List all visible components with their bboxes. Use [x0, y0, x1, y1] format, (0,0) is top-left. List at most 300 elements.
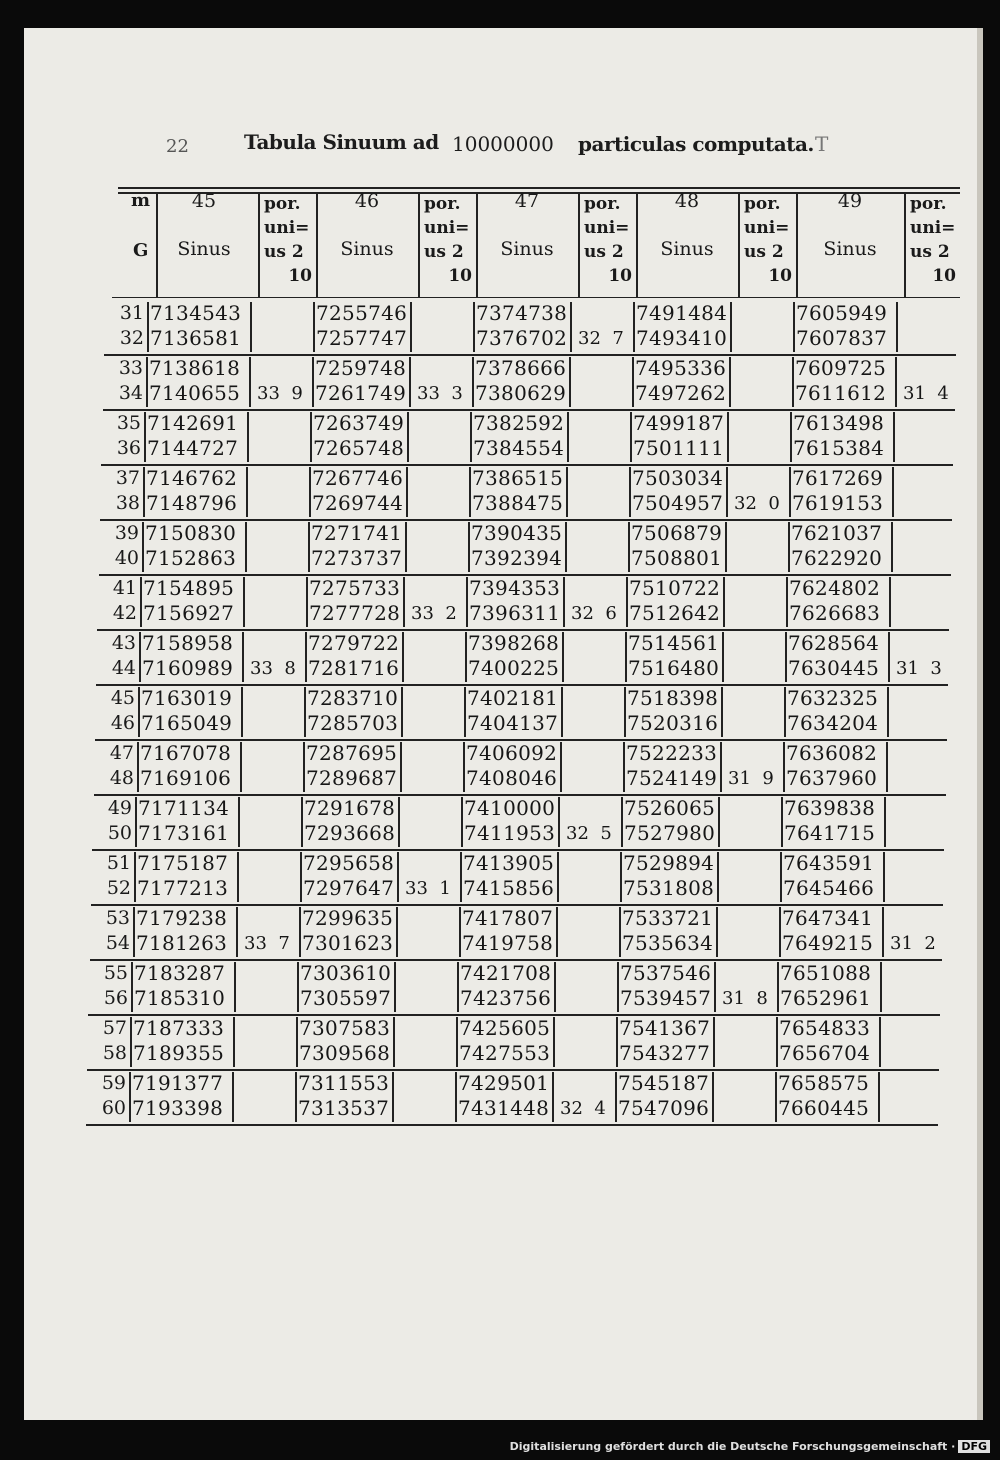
- value-bracket: [565, 522, 567, 572]
- sine-value: 7615384: [793, 436, 885, 460]
- value-bracket: [232, 1072, 234, 1122]
- sine-value: 7376702: [476, 326, 568, 350]
- difference-value: 33 1: [405, 878, 451, 899]
- col-header-sinus: Sinus: [340, 238, 394, 260]
- value-bracket: [403, 577, 405, 627]
- sine-value: 7277728: [309, 601, 401, 625]
- col-header-por-line: us 2: [584, 242, 624, 262]
- value-bracket: [721, 687, 723, 737]
- value-bracket: [130, 1017, 132, 1067]
- value-bracket: [896, 302, 898, 352]
- minute-label: 50: [107, 822, 132, 844]
- sine-value: 7181263: [136, 931, 228, 955]
- sine-value: 7658575: [778, 1071, 870, 1095]
- sine-value: 7193398: [132, 1096, 224, 1120]
- sine-value: 7520316: [627, 711, 719, 735]
- difference-value: 33 2: [411, 603, 457, 624]
- dfg-logo: DFG: [958, 1440, 990, 1453]
- value-bracket: [788, 522, 790, 572]
- col-header-por-line: por.: [584, 194, 621, 214]
- sine-value: 7639838: [784, 796, 876, 820]
- col-header-por-line: por.: [744, 194, 781, 214]
- value-bracket: [785, 632, 787, 682]
- col-header-g: G: [133, 240, 149, 261]
- minute-label: 52: [106, 877, 131, 899]
- value-bracket: [402, 632, 404, 682]
- value-bracket: [729, 357, 731, 407]
- sine-value: 7408046: [466, 766, 558, 790]
- sine-value: 7148796: [146, 491, 238, 515]
- value-bracket: [775, 1072, 777, 1122]
- sine-value: 7508801: [631, 546, 723, 570]
- value-bracket: [243, 577, 245, 627]
- sine-value: 7427553: [459, 1041, 551, 1065]
- sine-value: 7259748: [315, 356, 407, 380]
- value-bracket: [717, 852, 719, 902]
- sine-value: 7271741: [311, 521, 403, 545]
- value-bracket: [468, 522, 470, 572]
- sine-value: 7311553: [298, 1071, 390, 1095]
- value-bracket: [615, 1072, 617, 1122]
- sine-value: 7382592: [473, 411, 565, 435]
- sine-value: 7299635: [302, 906, 394, 930]
- value-bracket: [891, 522, 893, 572]
- minute-label: 53: [105, 907, 130, 929]
- sine-value: 7138618: [149, 356, 241, 380]
- sine-value: 7160989: [142, 656, 234, 680]
- value-bracket: [139, 632, 141, 682]
- sine-value: 7303610: [300, 961, 392, 985]
- sine-value: 7144727: [147, 436, 239, 460]
- sine-value: 7541367: [619, 1016, 711, 1040]
- sine-value: 7257747: [316, 326, 408, 350]
- value-bracket: [144, 412, 146, 462]
- sine-value: 7154895: [143, 576, 235, 600]
- sine-value: 7506879: [631, 521, 723, 545]
- value-bracket: [893, 412, 895, 462]
- minute-label: 44: [111, 657, 136, 679]
- sine-value: 7281716: [308, 656, 400, 680]
- sine-value: 7429501: [458, 1071, 550, 1095]
- col-header-por-line: uni=: [744, 218, 790, 238]
- value-bracket: [236, 907, 238, 957]
- value-bracket: [234, 962, 236, 1012]
- minute-label: 59: [101, 1072, 126, 1094]
- sine-value: 7637960: [786, 766, 878, 790]
- value-bracket: [146, 357, 148, 407]
- sine-value: 7146762: [146, 466, 238, 490]
- sine-value: 7624802: [789, 576, 881, 600]
- difference-value: 31 2: [890, 933, 936, 954]
- value-bracket: [401, 687, 403, 737]
- minute-label: 46: [110, 712, 135, 734]
- difference-value: 31 3: [896, 658, 942, 679]
- sine-value: 7396311: [469, 601, 561, 625]
- sine-value: 7413905: [463, 851, 555, 875]
- col-header-por: [424, 192, 476, 288]
- col-header-por-line: uni=: [584, 218, 630, 238]
- value-bracket: [730, 302, 732, 352]
- value-bracket: [725, 522, 727, 572]
- sine-value: 7411953: [464, 821, 556, 845]
- value-bracket: [312, 357, 314, 407]
- col-header-por: [264, 192, 316, 288]
- sine-value: 7533721: [622, 906, 714, 930]
- value-bracket: [469, 467, 471, 517]
- sine-value: 7406092: [466, 741, 558, 765]
- value-bracket: [628, 522, 630, 572]
- value-bracket: [245, 522, 247, 572]
- sine-value: 7313537: [298, 1096, 390, 1120]
- sine-value: 7136581: [150, 326, 242, 350]
- sine-value: 7636082: [786, 741, 878, 765]
- value-bracket: [722, 632, 724, 682]
- difference-value: 33 9: [257, 383, 303, 404]
- minute-label: 42: [112, 602, 137, 624]
- col-header-por-line: us 2: [744, 242, 784, 262]
- sine-value: 7626683: [789, 601, 881, 625]
- minute-label: 57: [102, 1017, 127, 1039]
- sine-value: 7267746: [312, 466, 404, 490]
- value-bracket: [304, 687, 306, 737]
- value-bracket: [563, 577, 565, 627]
- value-bracket: [313, 302, 315, 352]
- value-bracket: [880, 962, 882, 1012]
- sine-value: 7285703: [307, 711, 399, 735]
- col-header-por-line: uni=: [424, 218, 470, 238]
- sine-value: 7163019: [141, 686, 233, 710]
- sine-value: 7265748: [313, 436, 405, 460]
- value-bracket: [473, 302, 475, 352]
- minute-label: 33: [118, 357, 143, 379]
- value-bracket: [407, 412, 409, 462]
- col-header-por-line: us 2: [264, 242, 304, 262]
- minute-label: 49: [107, 797, 132, 819]
- value-bracket: [240, 742, 242, 792]
- difference-value: 31 8: [722, 988, 768, 1009]
- value-bracket: [553, 1017, 555, 1067]
- col-header-por-line: 10: [932, 266, 956, 286]
- minute-label: 48: [109, 767, 134, 789]
- value-bracket: [714, 962, 716, 1012]
- col-header-sinus: Sinus: [500, 238, 554, 260]
- col-header-degree: 45: [191, 190, 217, 212]
- value-bracket: [142, 522, 144, 572]
- sine-value: 7134543: [150, 301, 242, 325]
- difference-value: 33 3: [417, 383, 463, 404]
- page-edge: [977, 28, 983, 1420]
- digitization-footer: [510, 1440, 990, 1453]
- sine-value: 7628564: [788, 631, 880, 655]
- sine-value: 7643591: [783, 851, 875, 875]
- sine-value: 7167078: [140, 741, 232, 765]
- row-rule: [86, 1124, 938, 1126]
- minute-label: 41: [112, 577, 137, 599]
- difference-value: 32 0: [734, 493, 780, 514]
- value-bracket: [392, 1072, 394, 1122]
- running-head: [0, 130, 1000, 170]
- col-header-por-line: uni=: [910, 218, 956, 238]
- value-bracket: [249, 357, 251, 407]
- sine-value: 7283710: [307, 686, 399, 710]
- sine-value: 7645466: [783, 876, 875, 900]
- value-bracket: [308, 522, 310, 572]
- value-bracket: [405, 522, 407, 572]
- value-bracket: [793, 302, 795, 352]
- value-bracket: [567, 412, 569, 462]
- sine-value: 7621037: [791, 521, 883, 545]
- sine-value: 7378666: [475, 356, 567, 380]
- value-bracket: [459, 907, 461, 957]
- value-bracket: [713, 1017, 715, 1067]
- value-bracket: [566, 467, 568, 517]
- sine-value: 7516480: [628, 656, 720, 680]
- value-bracket: [630, 412, 632, 462]
- sine-value: 7660445: [778, 1096, 870, 1120]
- value-bracket: [632, 357, 634, 407]
- col-header-por-line: 10: [288, 266, 312, 286]
- sine-value: 7291678: [304, 796, 396, 820]
- sine-value: 7289687: [306, 766, 398, 790]
- sine-value: 7654833: [779, 1016, 871, 1040]
- sine-value: 7398268: [468, 631, 560, 655]
- value-bracket: [306, 577, 308, 627]
- value-bracket: [720, 742, 722, 792]
- header-separator: [904, 192, 906, 298]
- sine-value: 7529894: [623, 851, 715, 875]
- col-header-por-line: us 2: [910, 242, 950, 262]
- sine-value: 7545187: [618, 1071, 710, 1095]
- value-bracket: [625, 632, 627, 682]
- value-bracket: [394, 962, 396, 1012]
- value-bracket: [466, 577, 468, 627]
- sine-value: 7273737: [311, 546, 403, 570]
- value-bracket: [242, 632, 244, 682]
- minute-label: 40: [114, 547, 139, 569]
- value-bracket: [138, 687, 140, 737]
- sine-value: 7392394: [471, 546, 563, 570]
- value-bracket: [727, 412, 729, 462]
- col-header-por: [910, 192, 960, 288]
- value-bracket: [397, 852, 399, 902]
- difference-value: 32 4: [560, 1098, 606, 1119]
- value-bracket: [776, 1017, 778, 1067]
- value-bracket: [623, 742, 625, 792]
- value-bracket: [616, 1017, 618, 1067]
- difference-value: 32 5: [566, 823, 612, 844]
- sine-value: 7175187: [137, 851, 229, 875]
- sine-value: 7641715: [784, 821, 876, 845]
- sine-value: 7491484: [636, 301, 728, 325]
- sine-value: 7421708: [460, 961, 552, 985]
- value-bracket: [561, 687, 563, 737]
- minute-label: 36: [116, 437, 141, 459]
- value-bracket: [558, 797, 560, 847]
- value-bracket: [299, 907, 301, 957]
- value-bracket: [396, 907, 398, 957]
- table-top-rule: [118, 187, 960, 189]
- sine-value: 7652961: [780, 986, 872, 1010]
- value-bracket: [250, 302, 252, 352]
- value-bracket: [409, 357, 411, 407]
- sine-value: 7647341: [782, 906, 874, 930]
- sine-value: 7617269: [792, 466, 884, 490]
- value-bracket: [410, 302, 412, 352]
- value-bracket: [296, 1017, 298, 1067]
- value-bracket: [140, 577, 142, 627]
- value-bracket: [133, 907, 135, 957]
- value-bracket: [554, 962, 556, 1012]
- value-bracket: [557, 852, 559, 902]
- value-bracket: [238, 797, 240, 847]
- sine-value: 7622920: [791, 546, 883, 570]
- value-bracket: [726, 467, 728, 517]
- value-bracket: [455, 1072, 457, 1122]
- sine-value: 7535634: [622, 931, 714, 955]
- sine-value: 7656704: [779, 1041, 871, 1065]
- title-right: particulas computata.: [578, 132, 814, 156]
- col-header-por-line: 10: [608, 266, 632, 286]
- value-bracket: [457, 962, 459, 1012]
- minute-label: 38: [115, 492, 140, 514]
- sine-value: 7307583: [299, 1016, 391, 1040]
- value-bracket: [888, 632, 890, 682]
- value-bracket: [570, 302, 572, 352]
- value-bracket: [620, 852, 622, 902]
- value-bracket: [723, 577, 725, 627]
- sine-value: 7504957: [632, 491, 724, 515]
- value-bracket: [398, 797, 400, 847]
- sine-value: 7547096: [618, 1096, 710, 1120]
- sine-value: 7380629: [475, 381, 567, 405]
- header-bottom-rule: [112, 297, 960, 298]
- col-header-por-line: uni=: [264, 218, 310, 238]
- sine-value: 7415856: [463, 876, 555, 900]
- sine-value: 7527980: [624, 821, 716, 845]
- title-number: 10000000: [452, 132, 554, 156]
- sine-value: 7531808: [623, 876, 715, 900]
- sine-value: 7384554: [473, 436, 565, 460]
- sine-value: 7514561: [628, 631, 720, 655]
- value-bracket: [305, 632, 307, 682]
- sine-value: 7263749: [313, 411, 405, 435]
- value-bracket: [895, 357, 897, 407]
- sine-value: 7152863: [145, 546, 237, 570]
- sine-value: 7150830: [145, 521, 237, 545]
- value-bracket: [887, 687, 889, 737]
- sine-value: 7613498: [793, 411, 885, 435]
- col-header-por: [744, 192, 796, 288]
- minute-label: 32: [119, 327, 144, 349]
- sine-value: 7634204: [787, 711, 879, 735]
- difference-value: 33 8: [250, 658, 296, 679]
- value-bracket: [247, 412, 249, 462]
- header-separator: [418, 192, 420, 298]
- sine-value: 7275733: [309, 576, 401, 600]
- value-bracket: [456, 1017, 458, 1067]
- sine-value: 7512642: [629, 601, 721, 625]
- value-bracket: [884, 797, 886, 847]
- value-bracket: [461, 797, 463, 847]
- sine-value: 7279722: [308, 631, 400, 655]
- value-bracket: [879, 1017, 881, 1067]
- difference-value: 32 6: [571, 603, 617, 624]
- value-bracket: [135, 797, 137, 847]
- sine-value: 7503034: [632, 466, 724, 490]
- sine-value: 7495336: [635, 356, 727, 380]
- value-bracket: [400, 742, 402, 792]
- value-bracket: [552, 1072, 554, 1122]
- sine-value: 7425605: [459, 1016, 551, 1040]
- sine-value: 7607837: [796, 326, 888, 350]
- sine-value: 7191377: [132, 1071, 224, 1095]
- sine-value: 7305597: [300, 986, 392, 1010]
- col-header-degree: 48: [674, 190, 700, 212]
- minute-label: 43: [111, 632, 136, 654]
- minute-label: 47: [109, 742, 134, 764]
- value-bracket: [892, 467, 894, 517]
- value-bracket: [465, 632, 467, 682]
- value-bracket: [237, 852, 239, 902]
- sine-value: 7419758: [462, 931, 554, 955]
- minute-label: 45: [110, 687, 135, 709]
- value-bracket: [310, 412, 312, 462]
- value-bracket: [633, 302, 635, 352]
- sine-value: 7524149: [626, 766, 718, 790]
- sine-value: 7287695: [306, 741, 398, 765]
- value-bracket: [129, 1072, 131, 1122]
- sine-value: 7295658: [303, 851, 395, 875]
- sine-value: 7543277: [619, 1041, 711, 1065]
- value-bracket: [241, 687, 243, 737]
- sine-value: 7499187: [633, 411, 725, 435]
- sine-value: 7269744: [312, 491, 404, 515]
- sine-value: 7165049: [141, 711, 233, 735]
- value-bracket: [789, 467, 791, 517]
- col-header-degree: 47: [514, 190, 540, 212]
- sine-value: 7390435: [471, 521, 563, 545]
- difference-value: 31 9: [728, 768, 774, 789]
- sine-value: 7537546: [620, 961, 712, 985]
- sine-value: 7526065: [624, 796, 716, 820]
- col-header-m: m: [131, 190, 151, 211]
- value-bracket: [472, 357, 474, 407]
- minute-label: 34: [118, 382, 143, 404]
- col-header-por-line: por.: [424, 194, 461, 214]
- header-separator: [258, 192, 260, 298]
- col-header-degree: 46: [354, 190, 380, 212]
- value-bracket: [883, 852, 885, 902]
- sine-value: 7140655: [149, 381, 241, 405]
- sine-value: 7388475: [472, 491, 564, 515]
- value-bracket: [562, 632, 564, 682]
- sine-value: 7156927: [143, 601, 235, 625]
- sine-value: 7173161: [138, 821, 230, 845]
- value-bracket: [779, 907, 781, 957]
- value-bracket: [300, 852, 302, 902]
- sine-value: 7177213: [137, 876, 229, 900]
- sine-value: 7142691: [147, 411, 239, 435]
- value-bracket: [624, 687, 626, 737]
- sine-value: 7501111: [633, 436, 725, 460]
- sine-value: 7605949: [796, 301, 888, 325]
- sine-value: 7394353: [469, 576, 561, 600]
- sine-value: 7301623: [302, 931, 394, 955]
- sine-value: 7158958: [142, 631, 234, 655]
- sine-value: 7410000: [464, 796, 556, 820]
- minute-label: 39: [114, 522, 139, 544]
- minute-label: 58: [102, 1042, 127, 1064]
